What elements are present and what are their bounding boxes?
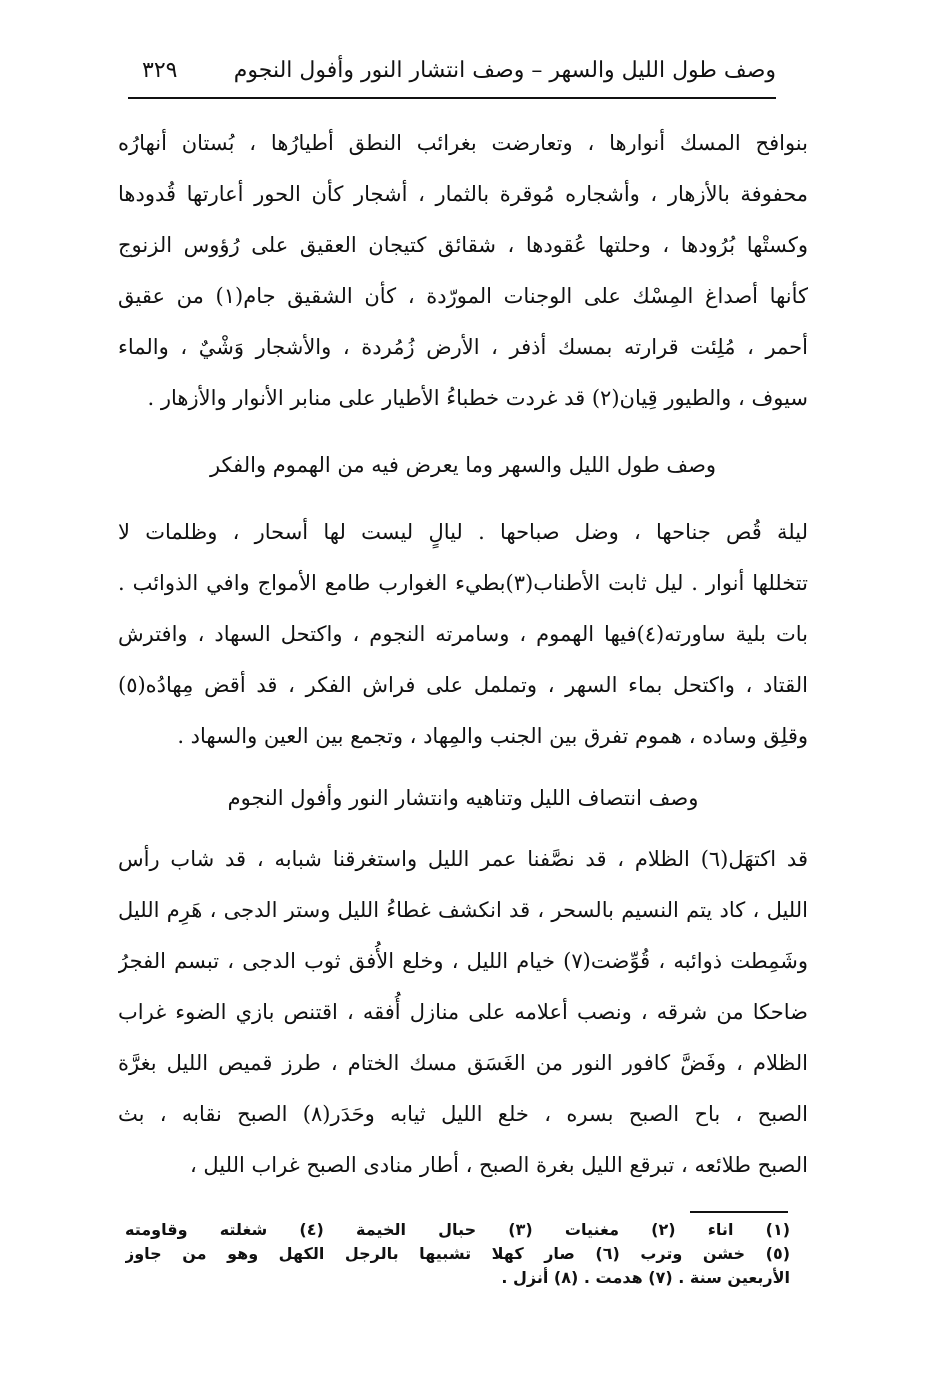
- text-line: قد اكتهَل(٦) الظلام ، قد نصَّفنا عمر الليل واستغرقنا شبابه ، قد شاب رأس: [118, 847, 808, 871]
- footnote-line: الأربعين سنة . (٧) هدمت . (٨) أنزل .: [501, 1268, 790, 1287]
- text-line: الليل ، كاد يتم النسيم بالسحر ، قد انكشف غطاءُ الليل وستر الدجى ، هَرِم الليل: [118, 898, 808, 922]
- footnote-line: (١) اناء (٢) مغنيات (٣) حبال الخيمة (٤) شغلته وقاومته: [125, 1220, 790, 1239]
- text-line: ليلة قُص جناحها ، وضل صباحها . ليالٍ ليست لها أسحار ، وظلمات لا: [118, 520, 808, 544]
- text-line: الصبح ، باح الصبح بسره ، خلع الليل ثيابه وحَدَر(٨) الصبح نقابه ، بث: [118, 1102, 808, 1126]
- text-line: الصبح طلائعه ، تبرقع الليل بغرة الصبح ، أطار منادى الصبح غراب الليل ،: [189, 1153, 808, 1177]
- paragraph-night: [118, 507, 808, 762]
- text-line: وقلِق وساده ، هموم تفرق بين الجنب والمِهاد ، وتجمع بين العين والسهاد .: [177, 724, 808, 748]
- text-line: محفوفة بالأزهار ، وأشجاره مُوقرة بالثمار ، أشجار كأن الحور أعارتها قُدودها: [118, 182, 808, 206]
- page-number: ٣٢٩: [142, 58, 178, 83]
- section-heading-dawn: وصف انتصاف الليل وتناهيه وانتشار النور وأفول النجوم: [227, 786, 699, 810]
- footnotes: [125, 1218, 790, 1290]
- text-line: سيوف ، والطيور قِيان(٢) قد غردت خطباءُ الأطيار على منابر الأنوار والأزهار .: [147, 386, 808, 410]
- running-header: [128, 52, 776, 100]
- text-line: بات بلية ساورته(٤)فيها الهموم ، وسامرته النجوم ، واكتحل السهاد ، وافترش: [118, 622, 808, 646]
- text-line: وشَمِطت ذوائبه ، قُوِّضت(٧) خيام الليل ، وخلع الأُفق ثوب الدجى ، تبسم الفجرُ: [118, 949, 808, 973]
- paragraph-dawn: [118, 834, 808, 1191]
- text-line: كأنها أصداغ المِسْك على الوجنات المورّدة ، كأن الشقيق جام(١) من عقيق: [118, 284, 808, 308]
- paragraph-gardens: [118, 118, 808, 424]
- running-title: وصف طول الليل والسهر – وصف انتشار النور وأفول النجوم: [233, 58, 776, 83]
- section-heading-night: وصف طول الليل والسهر وما يعرض فيه من الهموم والفكر: [209, 453, 717, 477]
- text-line: ضاحكا من شرقه ، ونصب أعلامه على منازل أُفقه ، اقتنص بازي الضوء غراب: [118, 1000, 808, 1024]
- text-line: وكستْها بُرُودها ، وحلتها عُقودها ، شقائق كتيجان العقيق على رُؤوس الزنوج: [118, 233, 808, 257]
- text-line: الظلام ، وفَضَّ كافور النور من الغَسَق مسك الختام ، طرز قميص الليل بغرَّة: [118, 1051, 808, 1075]
- text-line: القتاد ، واكتحل بماء السهر ، وتململ على فراش الفكر ، قد أقض مِهادُه(٥): [118, 673, 808, 697]
- text-line: بنوافح المسك أنوارها ، وتعارضت بغرائب النطق أطيارُها ، بُستان أنهارُه: [118, 131, 808, 155]
- footnote-rule: [690, 1211, 788, 1213]
- header-rule: [128, 97, 776, 99]
- text-line: أحمر ، مُلِئت قرارته بمسك أذفر ، الأرض زُمُردة ، والأشجار وَشْيٌ ، والماء: [118, 335, 808, 359]
- footnote-line: (٥) خشن وترب (٦) صار كهلا تشبيها بالرجل الكهل وهو من جاوز: [125, 1244, 790, 1263]
- text-line: تتخللها أنوار . ليل ثابت الأطناب(٣)بطيء الغوارب طامع الأمواج وافي الذوائب .: [118, 571, 808, 595]
